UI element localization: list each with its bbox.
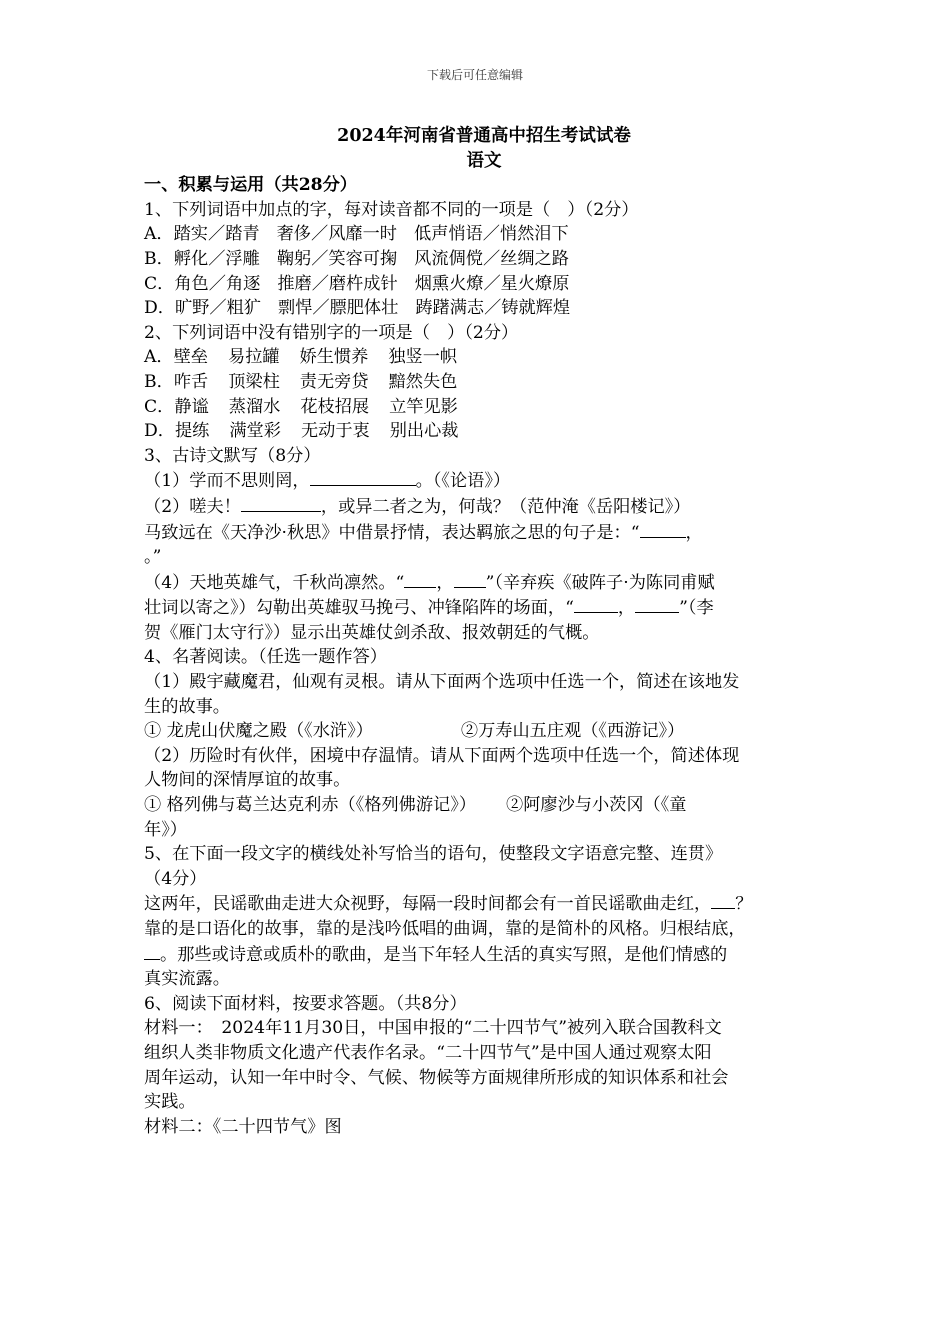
q3-line4: 。” xyxy=(144,547,162,568)
q3-line5: （4）天地英雄气，千秋尚凛然。“ ， ”（辛弃疾《破阵子·为陈同甫赋 xyxy=(144,570,824,596)
q3-line6: 壮词以寄之》）勾勒出英雄驭马挽弓、冲锋陷阵的场面，“ ， ”（李 xyxy=(144,595,824,621)
blank-line[interactable] xyxy=(640,520,686,538)
q4-part1-a: （1）殿宇藏魔君，仙观有灵根。请从下面两个选项中任选一个，简述在该地发 xyxy=(144,672,740,693)
blank-line[interactable] xyxy=(635,595,679,613)
q5-text3: 。那些或诗意或质朴的歌曲，是当下年轻人生活的真实写照，是他们情感的 xyxy=(144,942,824,968)
q2-option-a: A．壁垒 易拉罐 娇生惯养 独竖一帜 xyxy=(144,347,458,368)
exam-content xyxy=(144,124,824,1139)
q1-a-word1: 踏实 xyxy=(173,224,208,245)
q3-line7: 贺《雁门太守行》）显示出英雄仗剑杀敌、报效朝廷的气概。 xyxy=(144,622,600,643)
q6-material1-d: 实践。 xyxy=(144,1092,196,1113)
q5-stem-points: （4分） xyxy=(144,868,207,889)
q3-line2: （2）嗟夫！ ，或异二者之为，何哉？（范仲淹《岳阳楼记》） xyxy=(144,494,824,520)
q1-option-a: A．踏实／踏青 奢侈／风靡一时 低声悄语／悄然泪下 xyxy=(144,224,569,245)
q4-part1-options: ① 龙虎山伏魔之殿（《水浒》） ②万寿山五庄观（《西游记》） xyxy=(144,721,685,742)
blank-line[interactable] xyxy=(711,891,735,909)
q6-material1-c: 周年运动，认知一年中时令、气候、物候等方面规律所形成的知识体系和社会 xyxy=(144,1067,729,1088)
q1-option-b: B．孵化／浮雕 鞠躬／笑容可掬 风流倜傥／丝绸之路 xyxy=(144,248,569,269)
q5-text4: 真实流露。 xyxy=(144,969,230,990)
exam-subject: 语文 xyxy=(466,150,502,171)
q1-option-d: D．旷野／粗犷 剽悍／膘肥体壮 踌躇满志／铸就辉煌 xyxy=(144,298,571,319)
blank-line[interactable] xyxy=(310,468,416,486)
q5-text2: 靠的是口语化的故事，靠的是浅吟低唱的曲调，靠的是简朴的风格。归根结底， xyxy=(144,919,746,939)
q3-stem: 3、古诗文默写（8分） xyxy=(144,445,321,466)
blank-line[interactable] xyxy=(454,570,486,588)
q1-option-c: C．角色／角逐 推磨／磨杵成针 烟熏火燎／星火燎原 xyxy=(144,273,570,294)
q5-stem: 5、在下面一段文字的横线处补写恰当的语句，使整段文字语意完整、连贯》 xyxy=(144,844,723,865)
q2-option-d: D．提练 满堂彩 无动于衷 别出心裁 xyxy=(144,421,459,442)
q3-line3: 马致远在《天净沙·秋思》中借景抒情，表达羁旅之思的句子是：“ ， xyxy=(144,520,824,546)
q6-stem: 6、阅读下面材料，按要求答题。（共8分） xyxy=(144,993,467,1014)
q4-part2-options-cont: 年》） xyxy=(144,819,187,840)
blank-line[interactable] xyxy=(574,595,618,613)
q4-part2-b: 人物间的深情厚谊的故事。 xyxy=(144,770,351,791)
blank-line[interactable] xyxy=(144,942,160,960)
section-heading: 一、积累与运用（共28分） xyxy=(144,175,357,196)
q2-option-c: C．静谧 蒸溜水 花枝招展 立竿见影 xyxy=(144,396,458,417)
q1-stem: 1、下列词语中加点的字，每对读音都不同的一项是（ ）（2分） xyxy=(144,199,639,220)
q6-material1-b: 组织人类非物质文化遗产代表作名录。“二十四节气”是中国人通过观察太阳 xyxy=(144,1042,712,1063)
q2-stem: 2、下列词语中没有错别字的一项是（ ）（2分） xyxy=(144,322,519,343)
blank-line[interactable] xyxy=(404,570,436,588)
q4-stem: 4、名著阅读。（任选一题作答） xyxy=(144,647,387,668)
blank-line[interactable] xyxy=(241,494,321,512)
page-header-note: 下载后可任意编辑 xyxy=(426,68,523,82)
q4-part2-a: （2）历险时有伙伴，困境中存温情。请从下面两个选项中任选一个，简述体现 xyxy=(144,745,740,766)
q4-part1-b: 生的故事。 xyxy=(144,696,230,717)
q3-line1: （1）学而不思则罔， 。（《论语》） xyxy=(144,468,824,494)
q5-text1: 这两年，民谣歌曲走进大众视野，每隔一段时间都会有一首民谣歌曲走红， ？ xyxy=(144,891,824,917)
q2-option-b: B．咋舌 顶梁柱 责无旁贷 黯然失色 xyxy=(144,371,458,392)
exam-title: 2024年河南省普通高中招生考试试卷 xyxy=(337,126,631,146)
q6-material2: 材料二：《二十四节气》图 xyxy=(144,1116,342,1137)
q4-part2-options: ① 格列佛与葛兰达克利赤（《格列佛游记》） ②阿廖沙与小茨冈（《童 xyxy=(144,795,687,816)
q6-material1-a: 材料一： 2024年11月30日，中国申报的“二十四节气”被列入联合国教科文 xyxy=(144,1018,722,1039)
